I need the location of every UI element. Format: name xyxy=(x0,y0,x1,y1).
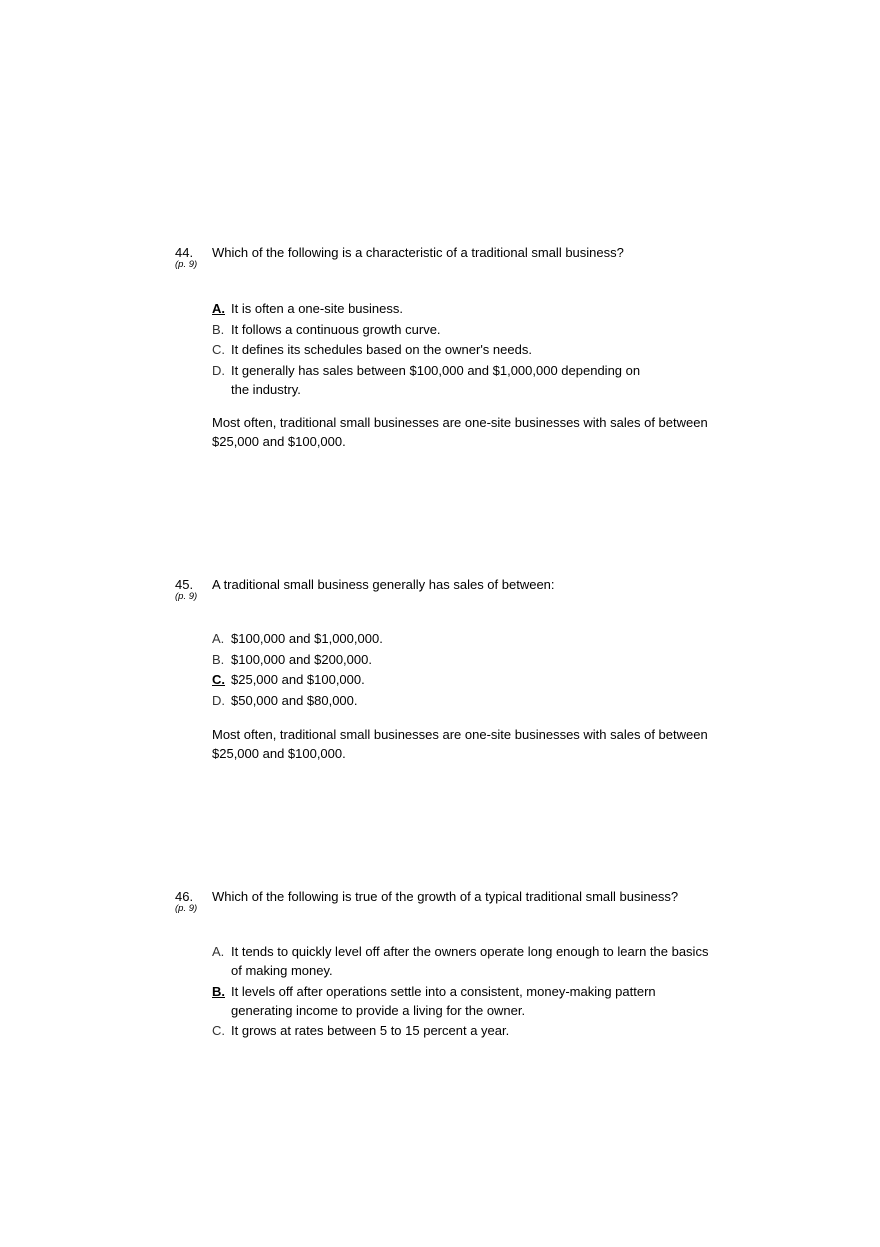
choice-letter: A. xyxy=(212,631,225,646)
choice-letter: B. xyxy=(212,321,225,337)
choice-text: It is often a one-site business. xyxy=(231,301,403,316)
choice-letter: B. xyxy=(212,651,225,667)
question-number: 44. xyxy=(175,245,194,260)
choice-a xyxy=(212,299,712,318)
choice-text: It follows a continuous growth curve. xyxy=(231,321,441,337)
page-reference: (p. 9) xyxy=(175,259,198,270)
choice-text: $50,000 and $80,000. xyxy=(231,692,358,708)
question-text: Which of the following is true of the growth of a typical traditional small business? xyxy=(212,889,679,904)
choice-letter: C. xyxy=(212,1023,225,1038)
choice-list xyxy=(212,299,712,400)
choice-c xyxy=(212,670,712,689)
choice-list xyxy=(212,629,712,711)
choice-letter: D. xyxy=(212,692,225,708)
choice-letter-correct: B. xyxy=(212,983,225,999)
choice-d xyxy=(212,691,712,710)
choice-d xyxy=(212,361,661,399)
answer-explanation: Most often, traditional small businesses are one-site businesses with sales of between $25,000 and $100,000. xyxy=(212,727,708,761)
question-text: Which of the following is a characteristic of a traditional small business? xyxy=(212,245,624,260)
choice-text: $25,000 and $100,000. xyxy=(231,672,365,687)
choice-text: It generally has sales between $100,000 and $1,000,000 depending on the industry. xyxy=(231,362,641,397)
choice-text: It tends to quickly level off after the owners operate long enough to learn the basics of making money. xyxy=(231,944,709,978)
choice-b xyxy=(212,320,712,339)
choice-text: It grows at rates between 5 to 15 percent a year. xyxy=(231,1023,510,1038)
choice-letter: D. xyxy=(212,362,225,378)
choice-text: $100,000 and $200,000. xyxy=(231,651,372,667)
choice-a xyxy=(212,942,712,980)
choice-list xyxy=(212,942,712,1042)
question-text: A traditional small business generally has sales of between: xyxy=(212,577,555,592)
choice-letter-correct: A. xyxy=(212,301,225,316)
answer-explanation: Most often, traditional small businesses are one-site businesses with sales of between $25,000 and $100,000. xyxy=(212,415,708,449)
choice-text: It levels off after operations settle into a consistent, money-making pattern generating income to provide a living for the owner. xyxy=(231,983,656,1018)
choice-letter: C. xyxy=(212,342,225,357)
page-reference: (p. 9) xyxy=(175,903,198,914)
choice-text: $100,000 and $1,000,000. xyxy=(231,631,383,646)
choice-text: It defines its schedules based on the owner's needs. xyxy=(231,342,532,357)
question-number: 46. xyxy=(175,889,194,904)
page-reference: (p. 9) xyxy=(175,591,198,602)
question-number: 45. xyxy=(175,577,194,592)
choice-c xyxy=(212,340,712,359)
choice-letter: A. xyxy=(212,944,225,959)
choice-b xyxy=(212,982,671,1020)
choice-b xyxy=(212,650,712,669)
choice-a xyxy=(212,629,712,648)
choice-c xyxy=(212,1021,712,1040)
choice-letter-correct: C. xyxy=(212,672,225,687)
